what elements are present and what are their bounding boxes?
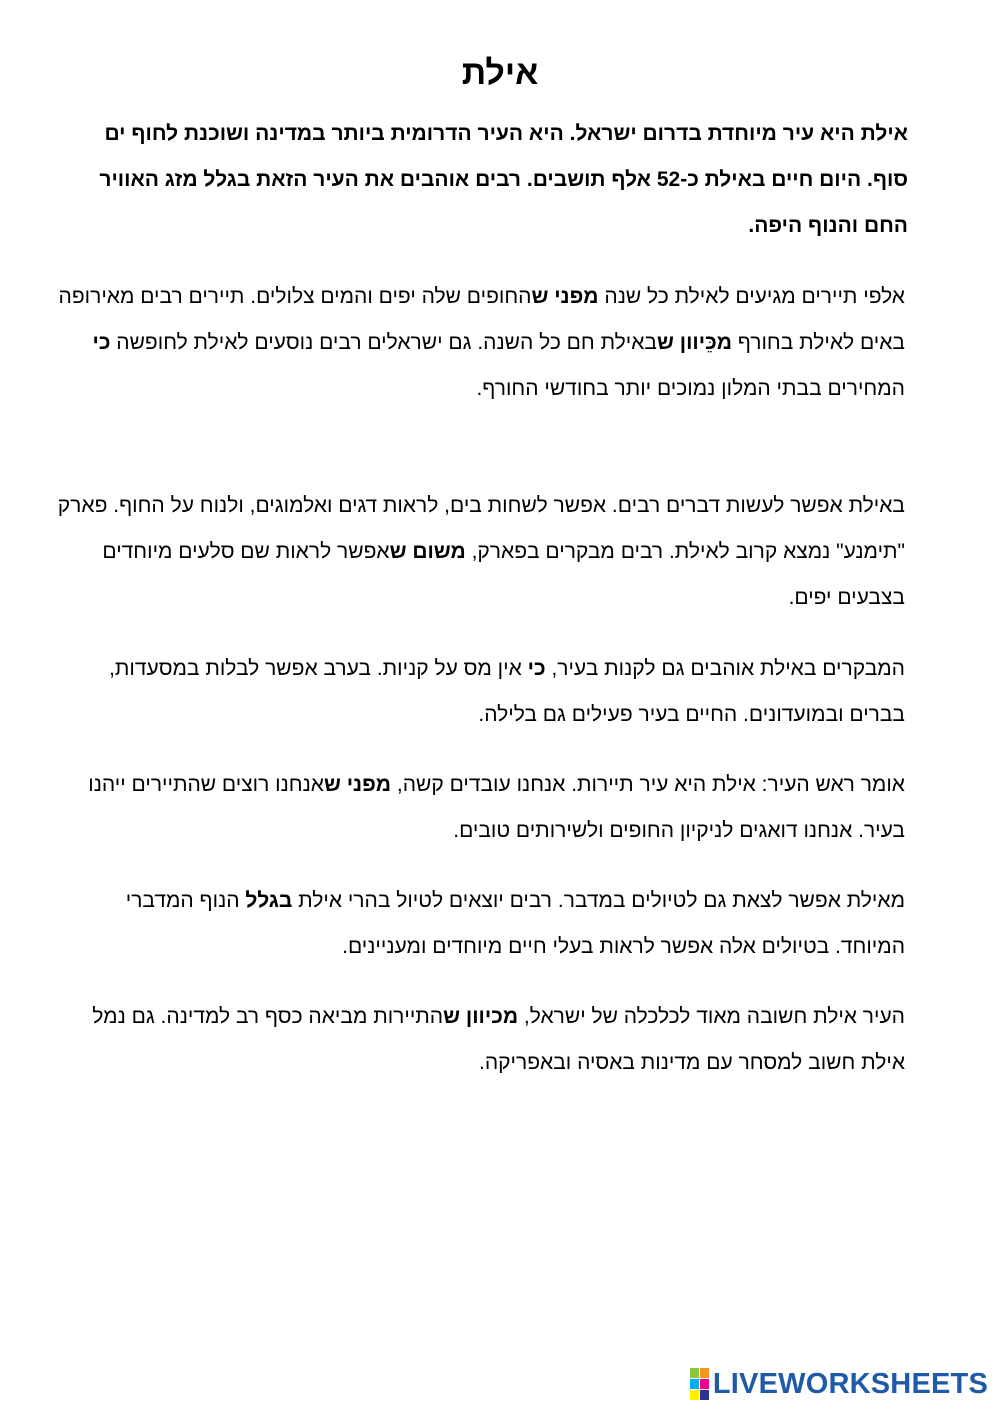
text-segment: המחירים בבתי המלון נמוכים יותר בחודשי החורף. [476,377,905,400]
text-segment: באילת אפשר לעשות דברים רבים. אפשר לשחות בים, לראות דגים ואלמוגים, ולנוח על החוף. פארק "תימנע" נמצא קרוב לאילת. רבים מבקרים בפארק, [57,494,905,563]
text-segment: אלפי תיירים מגיעים לאילת כל שנה [598,285,905,308]
text-segment: החופים שלה יפים והמים צלולים. תיירים רבים מאירופה באים לאילת בחורף [58,285,905,354]
text-segment: התיירות מביאה כסף רב למדינה. גם נמל אילת חשוב למסחר עם מדינות באסיה ובאפריקה. [92,1005,905,1074]
text-segment: אפשר לראות שם סלעים מיוחדים בצבעים יפים. [102,540,905,609]
text-segment: אין מס על קניות. בערב אפשר לבלות במסעדות, בברים ובמועדונים. החיים בעיר פעילים גם בלילה. [109,657,905,726]
page-title: אילת [461,54,539,92]
connector-word: משום ש [389,540,466,563]
paragraph-economy [55,994,905,1086]
text-segment: מאילת אפשר לצאת גם לטיולים במדבר. רבים יוצאים לטיול בהרי אילת [292,889,905,912]
connector-word: בגלל [245,889,293,912]
logo-block [700,1379,709,1389]
text-segment: אנחנו רוצים שהתיירים ייהנו בעיר. אנחנו דואגים לניקיון החופים ולשירותים טובים. [88,773,905,842]
liveworksheets-brand: LIVEWORKSHEETS [712,1367,988,1400]
connector-word: כי [527,657,546,680]
logo-block [690,1368,699,1378]
logo-block [700,1368,709,1378]
paragraph-activities [55,483,905,621]
paragraph-shopping [55,646,905,738]
paragraph-desert-trips [55,878,905,970]
connector-word: מכֵּיוון ש [657,331,732,354]
connector-word: כי [92,331,111,354]
paragraph-mayor [55,762,905,854]
connector-word: מפני ש [323,773,392,796]
logo-block [690,1379,699,1389]
liveworksheets-logo-icon [690,1368,709,1400]
paragraph-tourists [55,274,905,412]
connector-word: מכיוון ש [443,1005,519,1028]
text-segment: הנוף המדברי המיוחד. בטיולים אלה אפשר לראות בעלי חיים מיוחדים ומעניינים. [125,889,905,958]
text-segment: באילת חם כל השנה. גם ישראלים רבים נוסעים לאילת לחופשה [110,331,657,354]
connector-word: מפני ש [531,285,599,308]
logo-block [690,1390,699,1400]
logo-block [700,1390,709,1400]
intro-paragraph: אילת היא עיר מיוחדת בדרום ישראל. היא העיר הדרומית ביותר במדינה ושוכנת לחוף ים סוף. היום חיים באילת כ-52 אלף תושבים. רבים אוהבים את העיר הזאת בגלל מזג האוויר החם והנוף היפה. [99,122,908,237]
liveworksheets-footer [690,1362,988,1406]
text-segment: המבקרים באילת אוהבים גם לקנות בעיר, [545,657,905,680]
text-segment: העיר אילת חשובה מאוד לכלכלה של ישראל, [518,1005,905,1028]
text-segment: אומר ראש העיר: אילת היא עיר תיירות. אנחנו עובדים קשה, [391,773,905,796]
